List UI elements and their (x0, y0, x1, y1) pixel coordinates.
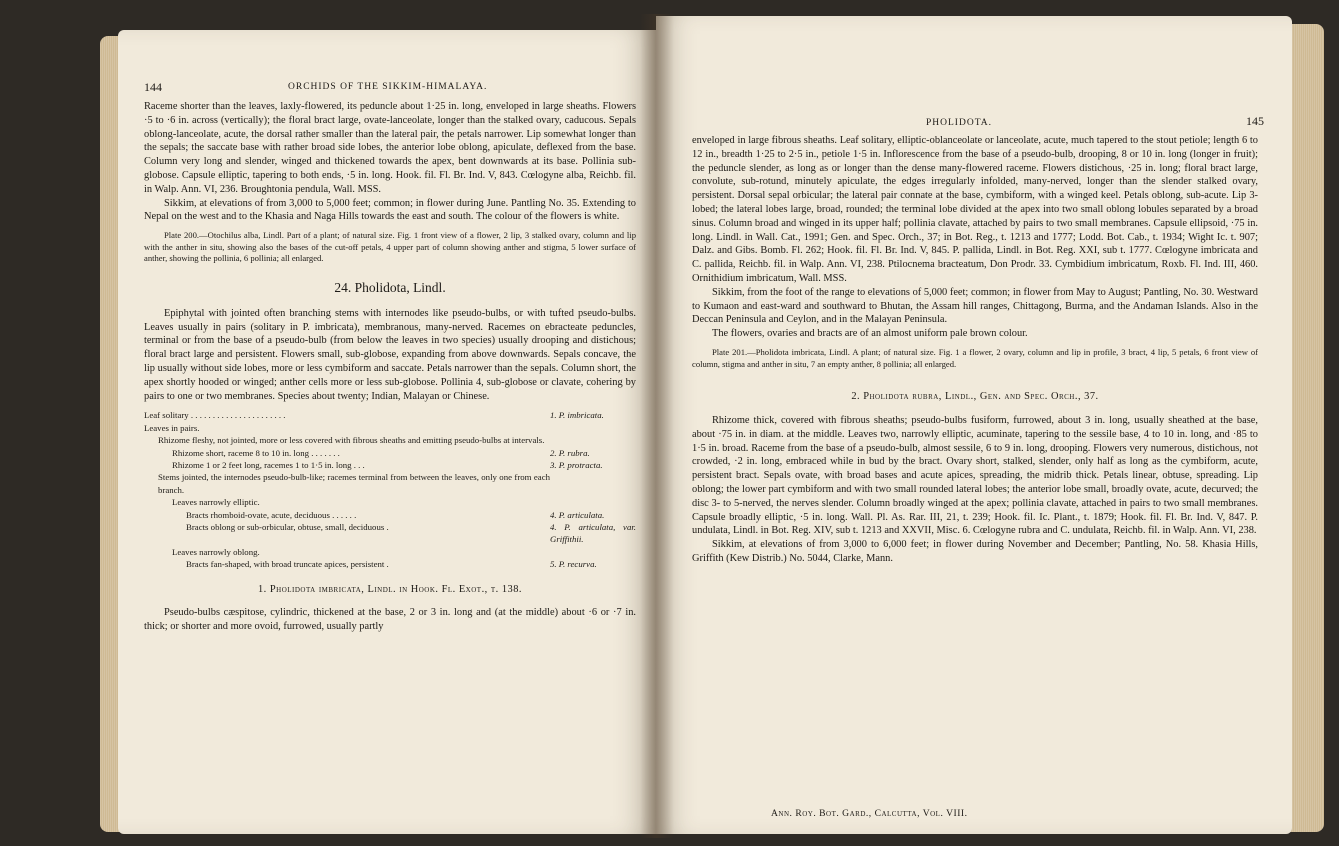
left-page-body (144, 100, 636, 634)
key-species: 1. P. imbricata. (550, 410, 604, 421)
key-text: Rhizome fleshy, not jointed, more or less covered with fibrous sheaths and emitting pseudo-bulbs at intervals. (158, 435, 545, 446)
left-page-edges (100, 36, 120, 832)
running-head: ORCHIDS OF THE SIKKIM-HIMALAYA. (288, 82, 488, 92)
species-description: Rhizome thick, covered with fibrous sheaths; pseudo-bulbs fusiform, furrowed, about 3 in. long, usually sheathed at the base, about ·75 in. in diam. at the middle. Leaves two, narrowly elliptic, acuminate, tapering to the sessile base, 4 to 10 in. long, and ·85 to 1·5 in. broad. Raceme from the base of a pseudo-bulb, almost sessile, 6 to 9 in. long, drooping. Flowers very numerous, distichous, not crowded, ·2 in. long, embraced while in bud by the bract. Ovary short, stalked, slender, only half as long as the cymbiform, acute, persistent bract. Sepals ovate, with broad bases and acute apices, spreading, the midrib thick. Petals linear, obtuse, spreading. Lip oblong; the lower part cymbiform and with two small rounded lateral lobes; the anterior lobe small, broadly ovate, acute, decurved; the disc 3- to 5-nerved, the nerves slender. Column broadly winged at the apex; pollinia clavate, attached in pairs to two small membranes. Capsule broadly elliptic, ·5 in. long. Wall. Pl. As. Rar. III, 21, t. 239; Hook. fil. Ic. Plant., t. 1879; Hook. fil. Fl. Br. Ind. V, 847. P. undulata, Lindl. in Bot. Reg. XIV, sub t. 1213 and XXVII, Misc. 6. Cœlogyne rubra and C. undulata, Reichb. fil. in Walp. Ann. VI, 238. (692, 414, 1258, 537)
key-text: Leaves narrowly elliptic. (172, 497, 260, 508)
key-text: Bracts fan-shaped, with broad truncate apices, persistent . (186, 559, 389, 570)
plate-note: Plate 201.—Pholidota imbricata, Lindl. A plant; of natural size. Fig. 1 a flower, 2 ovary, column and lip in profile, 3 bract, 4 lip, 5 petals, 6 front view of column, stigma and anther in situ, 7 an empty anther, 8 pollinia; all enlarged. (692, 346, 1258, 369)
page-number: 145 (1246, 114, 1264, 128)
key-species (550, 496, 636, 508)
page-footer: Ann. Roy. Bot. Gard., Calcutta, Vol. VIII. (771, 808, 968, 819)
key-species (550, 546, 636, 558)
species-description: Pseudo-bulbs cæspitose, cylindric, thickened at the base, 2 or 3 in. long and (at the middle) about ·6 or ·7 in. thick; or shorter and more ovoid, furrowed, usually partly (144, 607, 636, 633)
description-paragraph: Raceme shorter than the leaves, laxly-flowered, its peduncle about 1·25 in. long, enveloped in large sheaths. Flowers ·5 to ·6 in. across (vertically); the floral bract large, ovate-lanceolate, longer than the stalked ovary, caducous. Sepals oblong-lanceolate, acute, the dorsal rather smaller than the lateral pair, the petals narrower. Lip somewhat longer than the sepals; the saccate base with rather broad side lobes, the anterior lobe oblong, apiculate, deflexed from the base. Column very long and slender, winged and thickened towards the apex, bent downwards at its base. Pollinia sub-globose. Capsule elliptic, tapering to both ends, ·5 in. long. Hook. fil. Fl. Br. Ind. V, 843. Cœlogyne alba, Reichb. fil. in Walp. Ann. VI, 236. Broughtonia pendula, Wall. MSS. (144, 101, 636, 195)
distribution-paragraph: Sikkim, from the foot of the range to elevations of 5,000 feet; common; in flower from May to August; Pantling, No. 30. Westward to Kumaon and east-ward and southward to Bhutan, the Assam hill ranges, Chittagong, Burma, and the Andaman Islands. Also in the Deccan Peninsula and Ceylon, and in the Malayan Peninsula. (692, 286, 1258, 326)
distribution-paragraph-2: Sikkim, at elevations of from 3,000 to 6,000 feet; in flower during November and December; Pantling, No. 58. Khasia Hills, Griffith (Kew Distrib.) No. 5044, Clarke, Mann. (692, 539, 1258, 564)
continuation-paragraph: enveloped in large fibrous sheaths. Leaf solitary, elliptic-oblanceolate or lanceolate, acute, much tapered to the stout petiole; length 6 to 12 in., breadth 1·25 to 2·5 in., petiole 1·5 in. Inflorescence from the base of a pseudo-bulb, drooping, 8 or 10 in. long (longer in fruit); the peduncle slender, as long as or longer than the dense many-flowered raceme. Flowers distichous, ·25 in. long; floral bract large, convolute, sub-rotund, minutely apiculate, the edges irregularly infolded, many-nerved, longer than the slender stalked ovary, persistent. Dorsal sepal orbicular; the lateral pair connate at the base, cymbiform, with a winged keel. Petals oblong, sub-acute. Lip 3-lobed; the lateral lobes large, broad, rounded; the terminal lobe divided at the apex into two small oblong lobules separated by a broad sinus. Column broad and winged in its upper half; pollinia clavate, attached by pairs to two small membranes. Capsule ellipsoid, ·75 in. long. Lindl. in Wall. Cat., 1991; Gen. and Spec. Orch., 37; in Bot. Reg., t. 1213 and 1777; Lodd. Bot. Cab., t. 1934; Wight Ic. t. 907; Dalz. and Gibs. Bomb. Fl. 262; Hook. fil. Fl. Br. Ind. V, 845. P. pallida, Lindl. in Bot. Reg. XXI, sub t. 1777. Cœlogyne imbricata and C. pallida, Reichb. fil. in Walp. Ann. VI, 238. Ptilocnema bracteatum, Don Prodr. 33. Cymbidium imbricatum, Roxb. Fl. Ind. III, 460. Ornithidium imbricatum, Wall. MSS. (692, 135, 1258, 284)
key-row (144, 496, 636, 508)
key-species (550, 434, 636, 446)
key-row (144, 546, 636, 558)
key-row (144, 434, 636, 446)
left-page (118, 30, 656, 834)
key-text: Leaf solitary . . . . . . . . . . . . . . . . . . . . . . (144, 410, 286, 421)
species-heading: 2. Pholidota rubra, Lindl., Gen. and Spec. Orch., 37. (851, 391, 1099, 403)
key-text: Bracts rhomboid-ovate, acute, deciduous . . . . . . (186, 509, 357, 520)
key-text: Bracts oblong or sub-orbicular, obtuse, small, deciduous . (186, 521, 389, 532)
key-text: Leaves narrowly oblong. (172, 546, 260, 557)
key-text: Rhizome short, raceme 8 to 10 in. long . . . . . . . (172, 447, 340, 458)
key-text: Stems jointed, the internodes pseudo-bulb-like; racemes terminal from between the leaves, only one from each branch. (158, 472, 550, 495)
genus-heading: 24. Pholidota, Lindl. (334, 279, 446, 295)
genus-description: Epiphytal with jointed often branching stems with internodes like pseudo-bulbs, or with tufted pseudo-bulbs. Leaves usually in pairs (solitary in P. imbricata), membranous, many-nerved. Racemes on ebracteate peduncles, terminal or from the base of a pseudo-bulb (from below the leaves in two species) usually drooping and distichous; floral bract large and persistent. Flowers small, sub-globose, expanding from above downwards. Sepals concave, the lip usually without side lobes, more or less cymbiform and saccate. Petals narrower than the sepals. Column short, the apex shortly hooded or winged; anther cells more or less sub-globose. Pollinia 4, sub-globose or clavate, cohering by pairs to one or two membranes. Species about twenty; Indian, Malayan or Chinese. (144, 307, 636, 402)
key-species: 4. P. articulata. (550, 509, 605, 520)
key-species: 5. P. recurva. (550, 559, 597, 570)
key-row (144, 558, 636, 570)
right-page-edges (1290, 24, 1324, 832)
key-row (144, 409, 636, 421)
key-species (550, 471, 636, 496)
page-number: 144 (144, 80, 162, 94)
running-head: PHOLIDOTA. (926, 118, 992, 128)
book-gutter (640, 14, 674, 838)
key-species: 3. P. protracta. (550, 459, 603, 470)
right-page-body (692, 134, 1258, 566)
key-text: Leaves in pairs. (144, 422, 200, 433)
key-species (550, 422, 636, 434)
key-row (144, 521, 636, 546)
plate-note: Plate 200.—Otochilus alba, Lindl. Part of a plant; of natural size. Fig. 1 front view of a flower, 2 lip, 3 stalked ovary, column and lip with the anther in situ, showing also the bases of the cut-off petals, 4 upper part of column showing anther and stigma, 5 lower surface of anther, showing the pollinia, 6 pollinia; all enlarged. (144, 230, 636, 264)
right-page (656, 16, 1292, 834)
species-heading: 1. Pholidota imbricata, Lindl. in Hook. Fl. Exot., t. 138. (257, 583, 523, 595)
key-species: 4. P. articulata, var. Griffithii. (550, 521, 636, 545)
key-row (144, 509, 636, 521)
key-row (144, 447, 636, 459)
key-species: 2. P. rubra. (550, 447, 590, 458)
species-key (144, 409, 636, 570)
key-row (144, 459, 636, 471)
key-text: Rhizome 1 or 2 feet long, racemes 1 to 1·5 in. long . . . (172, 459, 365, 470)
key-row (144, 422, 636, 434)
key-row (144, 471, 636, 496)
distribution-paragraph: Sikkim, at elevations of from 3,000 to 5,000 feet; common; in flower during June. Pantling No. 35. Extending to Nepal on the west and to the Khasia and Naga Hills towards the east and south. The colour of the flowers is white. (144, 197, 636, 223)
colour-note: The flowers, ovaries and bracts are of an almost uniform pale brown colour. (712, 328, 1028, 340)
